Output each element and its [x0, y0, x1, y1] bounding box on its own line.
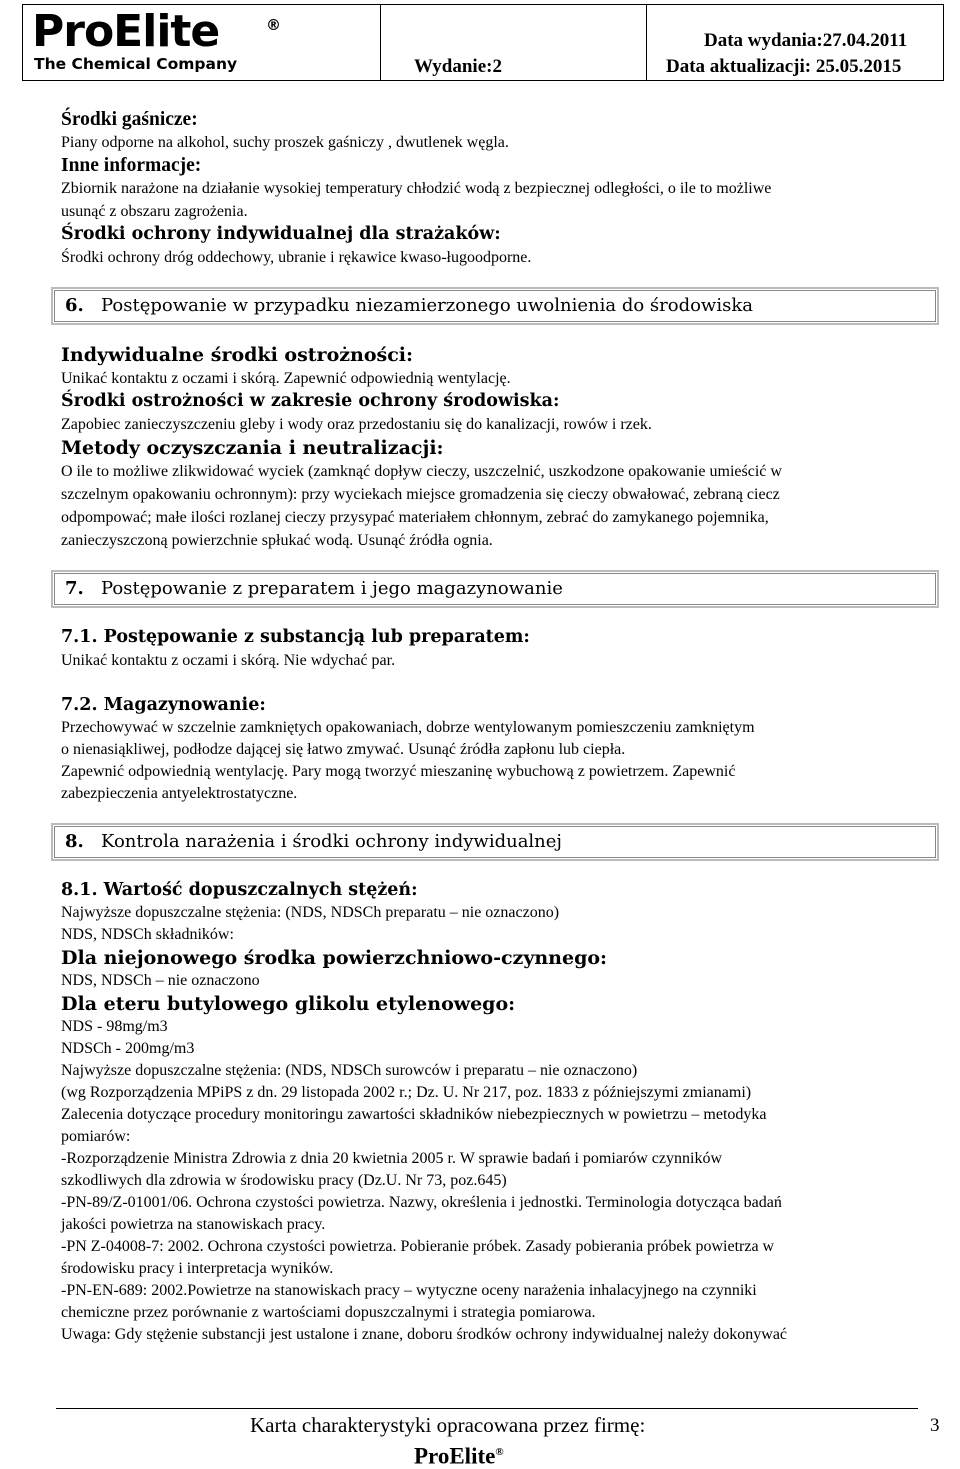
paragraph: chemiczne przez porównanie z wartościami dopuszczalnymi i strategia pomiarowa. — [61, 1304, 596, 1321]
paragraph: NDSCh - 200mg/m3 — [61, 1040, 195, 1057]
section-title: Postępowanie w przypadku niezamierzonego uwolnienia do środowiska — [101, 295, 753, 316]
paragraph: NDS, NDSCh – nie oznaczono — [61, 972, 260, 989]
paragraph: Środki ochrony dróg oddechowy, ubranie i rękawice kwaso-ługoodporne. — [61, 249, 532, 266]
paragraph: środowisku pracy i interpretacja wyników. — [61, 1260, 334, 1277]
section-number: 7. — [65, 578, 84, 599]
paragraph: Unikać kontaktu z oczami i skórą. Nie wdychać par. — [61, 652, 396, 669]
section-heading: 8.1. Wartość dopuszczalnych stężeń: — [61, 880, 418, 900]
section-title: Postępowanie z preparatem i jego magazynowanie — [101, 578, 563, 599]
edition-label: Wydanie:2 — [414, 56, 502, 77]
paragraph: Uwaga: Gdy stężenie substancji jest ustalone i znane, doboru środków ochrony indywidualnej należy dokonywać — [61, 1326, 788, 1343]
header-border — [22, 80, 944, 81]
paragraph: usunąć z obszaru zagrożenia. — [61, 203, 248, 220]
footer-brand — [414, 1440, 504, 1469]
paragraph: Zalecenia dotyczące procedury monitoringu zawartości składników niebezpiecznych w powietrzu – metodyka — [61, 1106, 767, 1123]
paragraph: -Rozporządzenie Ministra Zdrowia z dnia 20 kwietnia 2005 r. W sprawie badań i pomiarów czynników — [61, 1150, 722, 1167]
paragraph: o nienasiąkliwej, podłodze dającej się łatwo zmywać. Usunąć źródła zapłonu lub ciepła. — [61, 741, 626, 758]
paragraph: jakości powietrza na stanowiskach pracy. — [61, 1216, 326, 1233]
section-heading: 7.2. Magazynowanie: — [61, 695, 266, 715]
paragraph: zanieczyszczoną powierzchnie spłukać wodą. Usunąć źródła ognia. — [61, 532, 493, 549]
section-number: 6. — [65, 295, 84, 316]
paragraph: -PN-EN-689: 2002.Powietrze na stanowiskach pracy – wytyczne oceny narażenia inhalacyjnego na czynniki — [61, 1282, 757, 1299]
section-heading: Środki gaśnicze: — [61, 109, 198, 130]
document-body — [61, 108, 941, 1346]
footer-divider — [56, 1408, 918, 1409]
paragraph: Zapewnić odpowiednią wentylację. Pary mogą tworzyć mieszaninę wybuchową z powietrzem. Zapewnić — [61, 763, 736, 780]
section-heading: Inne informacje: — [61, 155, 202, 176]
header-divider — [646, 4, 647, 80]
header-border — [943, 4, 944, 80]
section-heading: Dla eteru butylowego glikolu etylenowego: — [61, 993, 516, 1015]
logo-registered-mark: ® — [266, 16, 281, 34]
paragraph: -PN-89/Z-01001/06. Ochrona czystości powietrza. Nazwy, określenia i jednostki. Terminologia dotycząca badań — [61, 1194, 782, 1211]
paragraph: -PN Z-04008-7: 2002. Ochrona czystości powietrza. Pobieranie próbek. Zasady pobierania próbek powietrza w — [61, 1238, 775, 1255]
paragraph: Najwyższe dopuszczalne stężenia: (NDS, NDSCh surowców i preparatu – nie oznaczono) — [61, 1062, 638, 1079]
section-heading: Dla niejonowego środka powierzchniowo-czynnego: — [61, 947, 608, 969]
paragraph: szkodliwych dla zdrowia w środowisku pracy (Dz.U. Nr 73, poz.645) — [61, 1172, 507, 1189]
section-heading: Środki ostrożności w zakresie ochrony środowiska: — [61, 391, 560, 411]
paragraph: szczelnym opakowaniu ochronnym): przy wyciekach miejsce gromadzenia się cieczy obwałować, zebraną ciecz — [61, 486, 780, 503]
paragraph: zabezpieczenia antyelektrostatyczne. — [61, 785, 298, 802]
footer-brand-name: ProElite — [414, 1443, 496, 1469]
paragraph: Przechowywać w szczelnie zamkniętych opakowaniach, dobrze wentylowanym pomieszczeniu zamkniętym — [61, 719, 755, 736]
paragraph: Piany odporne na alkohol, suchy proszek gaśniczy , dwutlenek węgla. — [61, 134, 509, 151]
page-number: 3 — [930, 1415, 940, 1436]
section-7-title — [51, 570, 939, 608]
paragraph: NDS - 98mg/m3 — [61, 1018, 168, 1035]
logo-subtitle: The Chemical Company — [34, 55, 238, 73]
company-logo — [26, 6, 316, 74]
section-heading: Indywidualne środki ostrożności: — [61, 344, 414, 366]
paragraph: (wg Rozporządzenia MPiPS z dn. 29 listopada 2002 r.; Dz. U. Nr 217, poz. 1833 z późniejszymi zmianami) — [61, 1084, 752, 1101]
paragraph: pomiarów: — [61, 1128, 131, 1145]
section-6-title — [51, 287, 939, 325]
header-border — [22, 4, 944, 5]
section-number: 8. — [65, 831, 84, 852]
section-title: Kontrola narażenia i środki ochrony indywidualnej — [101, 831, 563, 852]
footer-prepared-by: Karta charakterystyki opracowana przez firmę: — [250, 1413, 646, 1437]
footer-brand-registered-mark: ® — [495, 1446, 504, 1458]
section-heading: 7.1. Postępowanie z substancją lub preparatem: — [61, 627, 530, 647]
paragraph: Zbiornik narażone na działanie wysokiej temperatury chłodzić wodą z bezpiecznej odległości, o ile to możliwe — [61, 180, 772, 197]
section-heading: Metody oczyszczania i neutralizacji: — [61, 437, 444, 459]
paragraph: Najwyższe dopuszczalne stężenia: (NDS, NDSCh preparatu – nie oznaczono) — [61, 904, 560, 921]
section-heading: Środki ochrony indywidualnej dla strażaków: — [61, 224, 501, 244]
logo-name: ProElite — [32, 6, 220, 57]
update-date: Data aktualizacji: 25.05.2015 — [666, 56, 902, 77]
document-header — [22, 4, 944, 80]
issue-date: Data wydania:27.04.2011 — [704, 30, 908, 51]
header-border — [22, 4, 23, 80]
paragraph: O ile to możliwe zlikwidować wyciek (zamknąć dopływ cieczy, uszczelnić, uszkodzone opakowanie umieścić w — [61, 463, 782, 480]
paragraph: Unikać kontaktu z oczami i skórą. Zapewnić odpowiednią wentylację. — [61, 370, 511, 387]
paragraph: odpompować; małe ilości rozlanej cieczy przysypać materiałem chłonnym, zebrać do zamykanego pojemnika, — [61, 509, 769, 526]
paragraph: NDS, NDSCh składników: — [61, 926, 234, 943]
section-8-title — [51, 823, 939, 861]
header-divider — [380, 4, 381, 80]
paragraph: Zapobiec zanieczyszczeniu gleby i wody oraz przedostaniu się do kanalizacji, rowów i rzek. — [61, 416, 652, 433]
